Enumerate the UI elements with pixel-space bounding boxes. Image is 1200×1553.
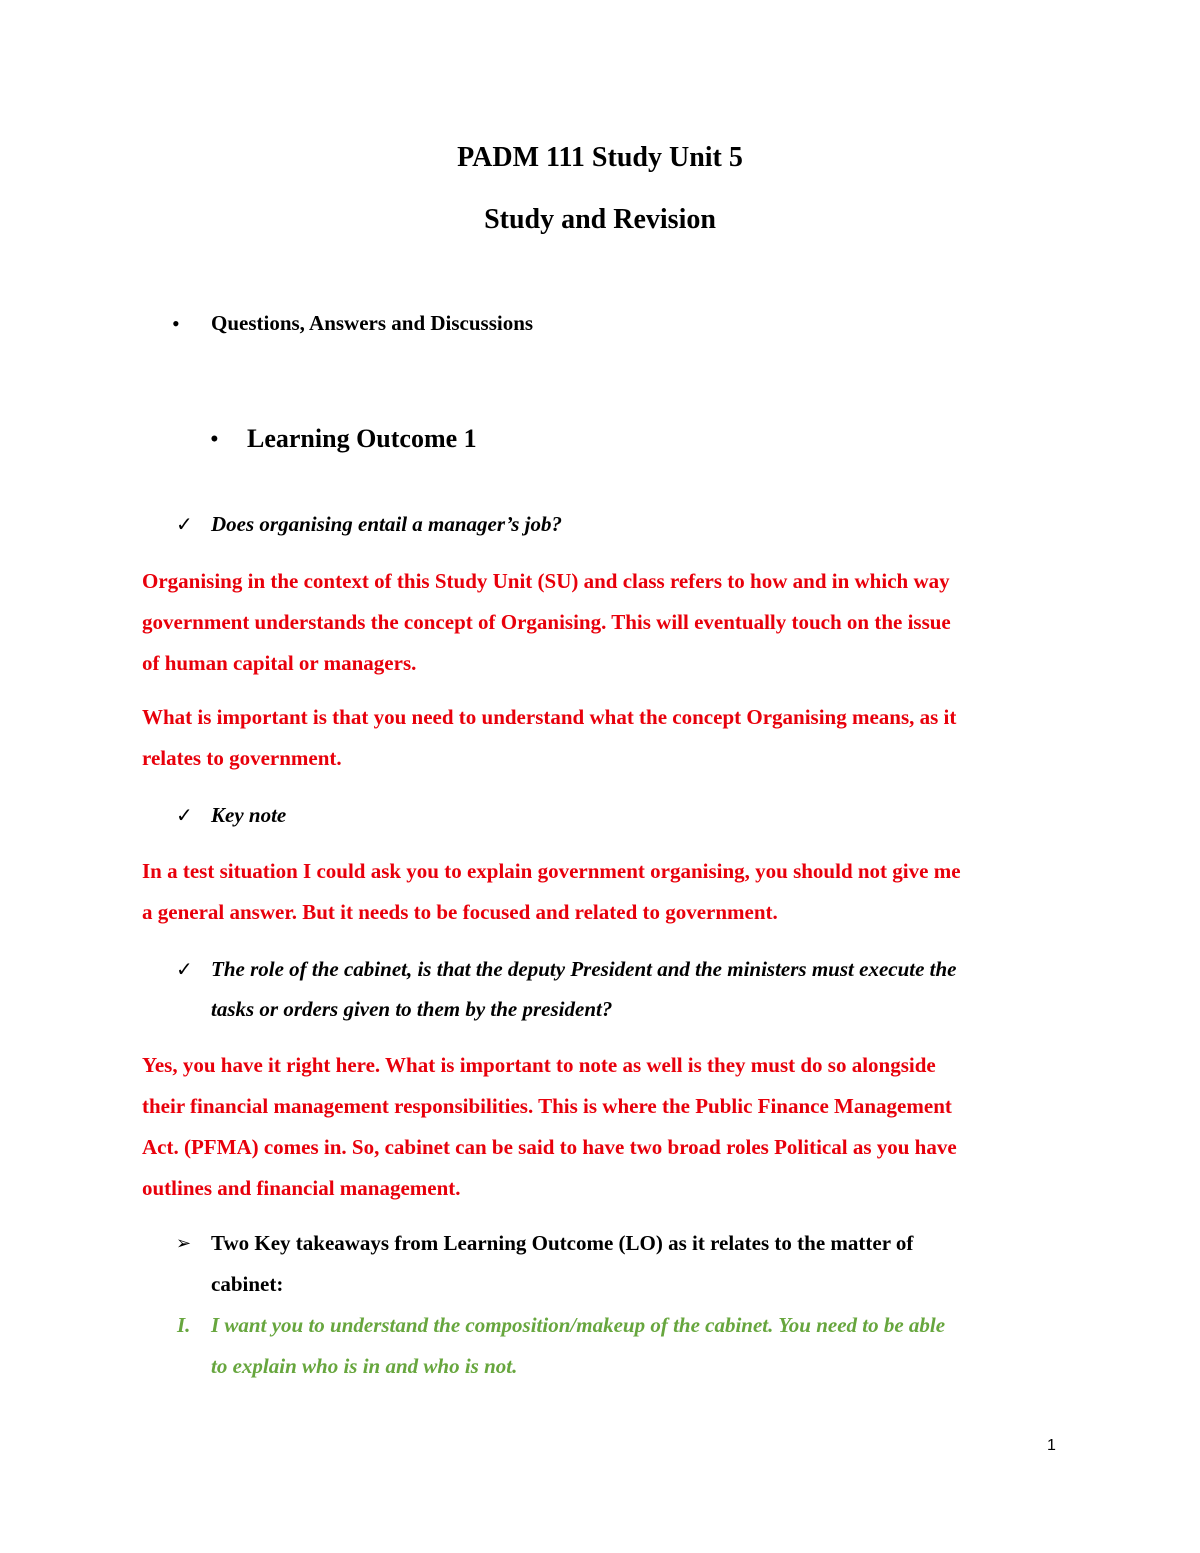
answer-4-line: Act. (PFMA) comes in. So, cabinet can be said to have two broad roles Political as you have (142, 1135, 957, 1159)
key-note-heading: Key note (211, 803, 287, 827)
answer-4-line: Yes, you have it right here. What is important to note as well is they must do so alongside (142, 1053, 936, 1077)
question-3-line: tasks or orders given to them by the president? (211, 997, 613, 1021)
answer-1-line: of human capital or managers. (142, 651, 417, 675)
takeaways-heading-line: cabinet: (211, 1272, 284, 1296)
question-3-line: The role of the cabinet, is that the deputy President and the ministers must execute the (211, 957, 957, 981)
arrow-bullet-icon: ➢ (176, 1233, 192, 1254)
list-marker: I. (177, 1313, 191, 1337)
answer-1-line: Organising in the context of this Study Unit (SU) and class refers to how and in which way (142, 569, 950, 593)
answer-2-line: relates to government. (142, 746, 342, 770)
answer-1-line: government understands the concept of Organising. This will eventually touch on the issue (142, 610, 951, 634)
page-number: 1 (1047, 1437, 1056, 1454)
checkmark-icon: ✓ (176, 803, 193, 827)
question-1: Does organising entail a manager’s job? (211, 512, 563, 536)
answer-4-line: outlines and financial management. (142, 1176, 461, 1200)
page-title: PADM 111 Study Unit 5 (457, 142, 743, 173)
bullet-icon: • (172, 311, 180, 336)
checkmark-icon: ✓ (176, 957, 193, 981)
answer-3-line: In a test situation I could ask you to explain government organising, you should not give me (142, 859, 961, 883)
takeaway-item-1-line: to explain who is in and who is not. (211, 1354, 518, 1378)
takeaway-item-1-line: I want you to understand the composition/makeup of the cabinet. You need to be able (211, 1313, 946, 1337)
checkmark-icon: ✓ (176, 512, 193, 536)
answer-4-line: their financial management responsibilities. This is where the Public Finance Management (142, 1094, 952, 1118)
takeaways-heading-line: Two Key takeaways from Learning Outcome (LO) as it relates to the matter of (211, 1231, 914, 1255)
answer-3-line: a general answer. But it needs to be focused and related to government. (142, 900, 778, 924)
page-subtitle: Study and Revision (484, 204, 716, 235)
section-heading-learning-outcome: Learning Outcome 1 (247, 424, 477, 453)
answer-2-line: What is important is that you need to understand what the concept Organising means, as it (142, 705, 957, 729)
section-heading-qa: Questions, Answers and Discussions (211, 311, 534, 335)
bullet-icon: • (210, 426, 219, 453)
